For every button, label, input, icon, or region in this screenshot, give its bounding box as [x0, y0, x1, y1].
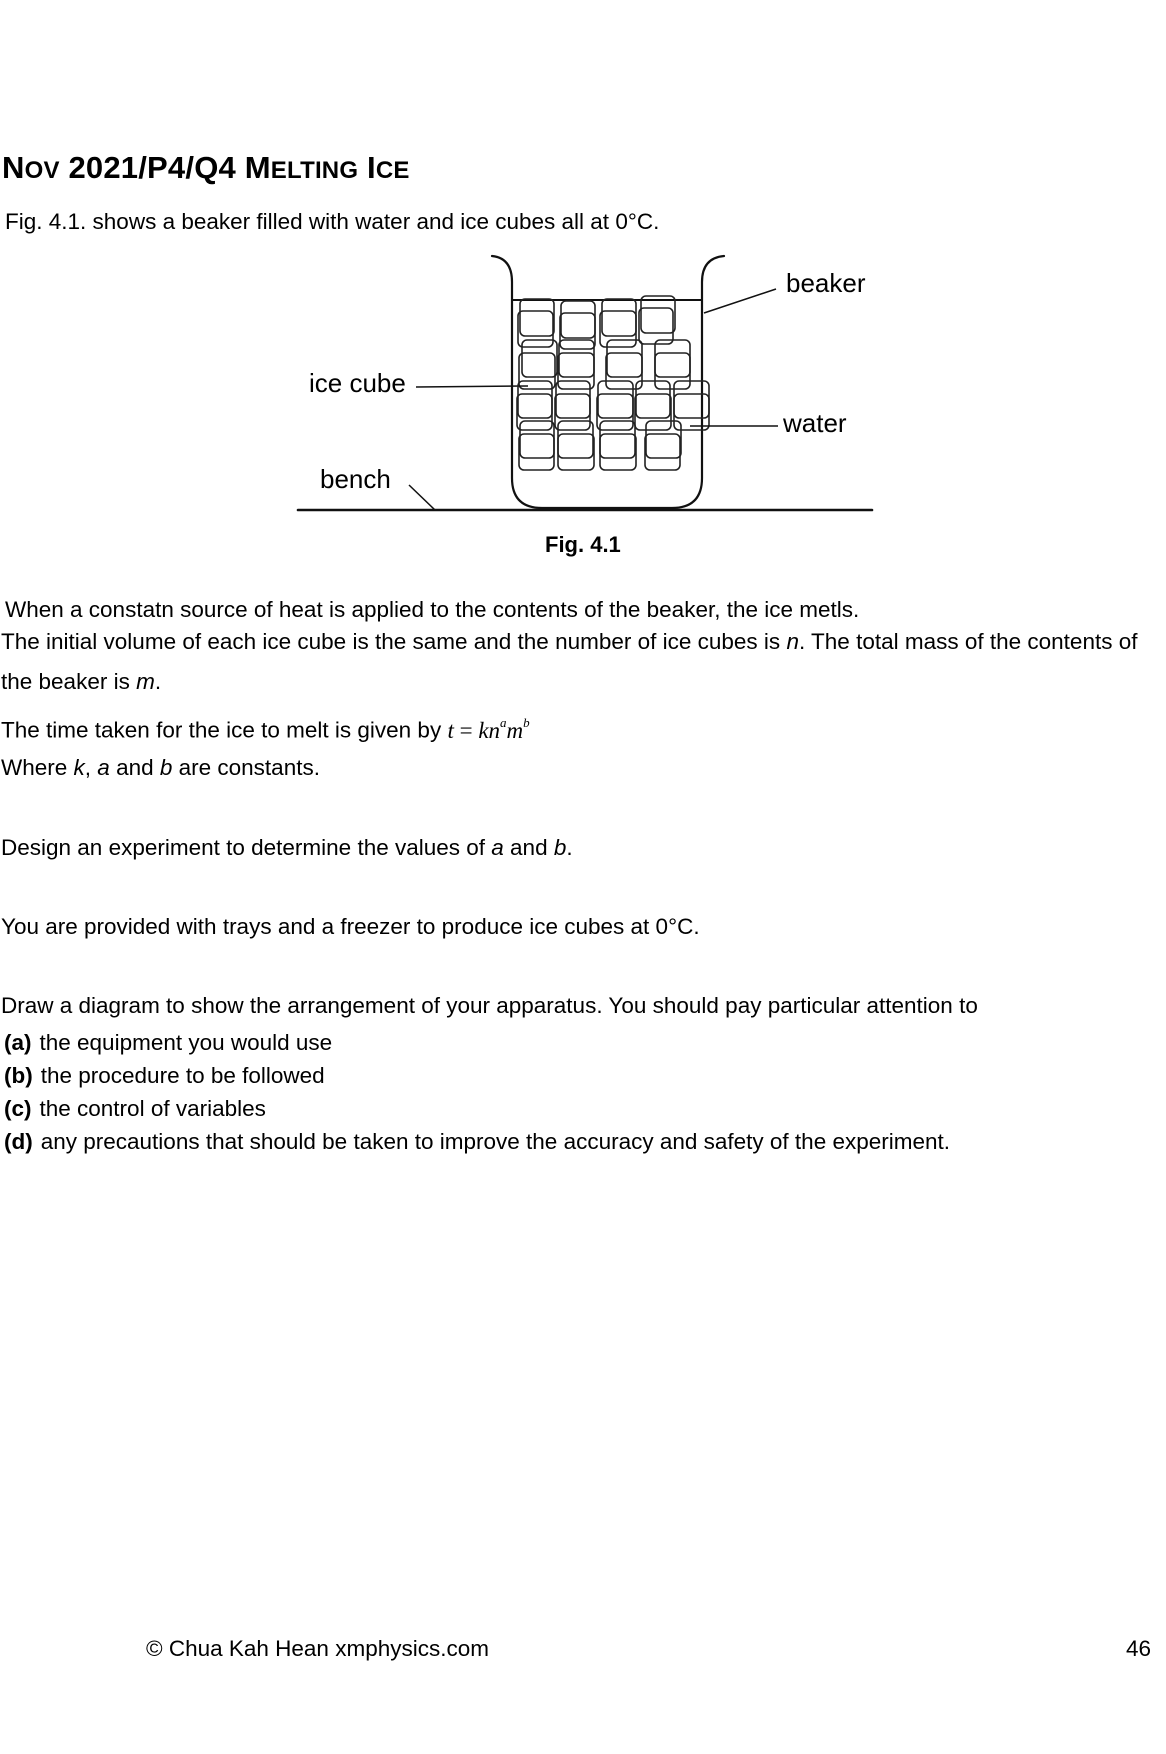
- list-text: the equipment you would use: [39, 1030, 333, 1055]
- variable-m: m: [136, 669, 155, 694]
- title-part: M: [244, 150, 271, 185]
- paragraph-heat: When a constatn source of heat is applied to the contents of the beaker, the ice metls.: [5, 597, 860, 622]
- list-marker: (b): [4, 1063, 33, 1088]
- list-marker: (c): [4, 1096, 32, 1121]
- variable-b: b: [553, 835, 567, 860]
- variable-a: a: [97, 755, 110, 780]
- text: Design an experiment to determine the values of: [1, 835, 492, 860]
- title-part: CE: [375, 157, 410, 184]
- text: and: [503, 835, 554, 860]
- paragraph-initial-volume: [1, 629, 1137, 655]
- variable-b: b: [159, 755, 173, 780]
- label-water: water: [783, 408, 847, 438]
- list-item-c: [4, 1096, 266, 1122]
- variable-k: k: [73, 755, 85, 780]
- text: are constants.: [172, 755, 320, 780]
- paragraph-constants: [1, 755, 320, 781]
- list-text: any precautions that should be taken to improve the accuracy and safety of the experiment.: [40, 1129, 951, 1154]
- formula-t: t: [447, 717, 454, 743]
- formula-m: m: [506, 717, 524, 743]
- formula-n: n: [488, 717, 501, 743]
- variable-n: n: [786, 629, 799, 654]
- list-item-d: [4, 1129, 950, 1155]
- title-part: OV: [24, 157, 60, 184]
- paragraph-instructions: Draw a diagram to show the arrangement of your apparatus. You should pay particular attention to: [1, 993, 978, 1018]
- formula-k: k: [478, 717, 489, 743]
- formula-exponent-a: a: [500, 715, 507, 730]
- label-ice-cube: ice cube: [309, 368, 406, 398]
- label-beaker: beaker: [786, 268, 866, 298]
- text: Where: [1, 755, 74, 780]
- page-number: 46: [1126, 1636, 1152, 1661]
- list-marker: (a): [4, 1030, 32, 1055]
- text: .: [154, 669, 162, 694]
- list-marker: (d): [4, 1129, 33, 1154]
- formula-equals: =: [453, 717, 479, 743]
- title-part: I: [358, 150, 376, 185]
- figure-caption: Fig. 4.1: [545, 532, 621, 557]
- text: . The total mass of the contents of: [798, 629, 1138, 654]
- list-item-a: [4, 1030, 332, 1056]
- title-part: N: [2, 150, 25, 185]
- title-part: ELTING: [270, 157, 359, 184]
- paragraph-provided: You are provided with trays and a freezer to produce ice cubes at 0°C.: [1, 914, 700, 939]
- beaker-contents: [0, 0, 1166, 600]
- paragraph-design: [1, 835, 573, 861]
- list-item-b: [4, 1063, 325, 1089]
- text: ,: [84, 755, 98, 780]
- footer-copyright: © Chua Kah Hean xmphysics.com: [146, 1636, 489, 1661]
- list-text: the control of variables: [39, 1096, 266, 1121]
- variable-a: a: [491, 835, 504, 860]
- text: .: [566, 835, 573, 860]
- text: the beaker is: [1, 669, 137, 694]
- formula: [447, 715, 530, 743]
- text: The initial volume of each ice cube is the same and the number of ice cubes is: [1, 629, 787, 654]
- intro-text: Fig. 4.1. shows a beaker filled with water and ice cubes all at 0°C.: [5, 209, 660, 234]
- formula-exponent-b: b: [523, 715, 530, 730]
- label-bench: bench: [320, 464, 391, 494]
- list-text: the procedure to be followed: [40, 1063, 325, 1088]
- paragraph-mass: [1, 669, 161, 695]
- text: The time taken for the ice to melt is given by: [1, 717, 448, 743]
- paragraph-formula: [1, 712, 530, 744]
- text: and: [109, 755, 160, 780]
- title-part: 2021/P4/Q4: [59, 150, 245, 185]
